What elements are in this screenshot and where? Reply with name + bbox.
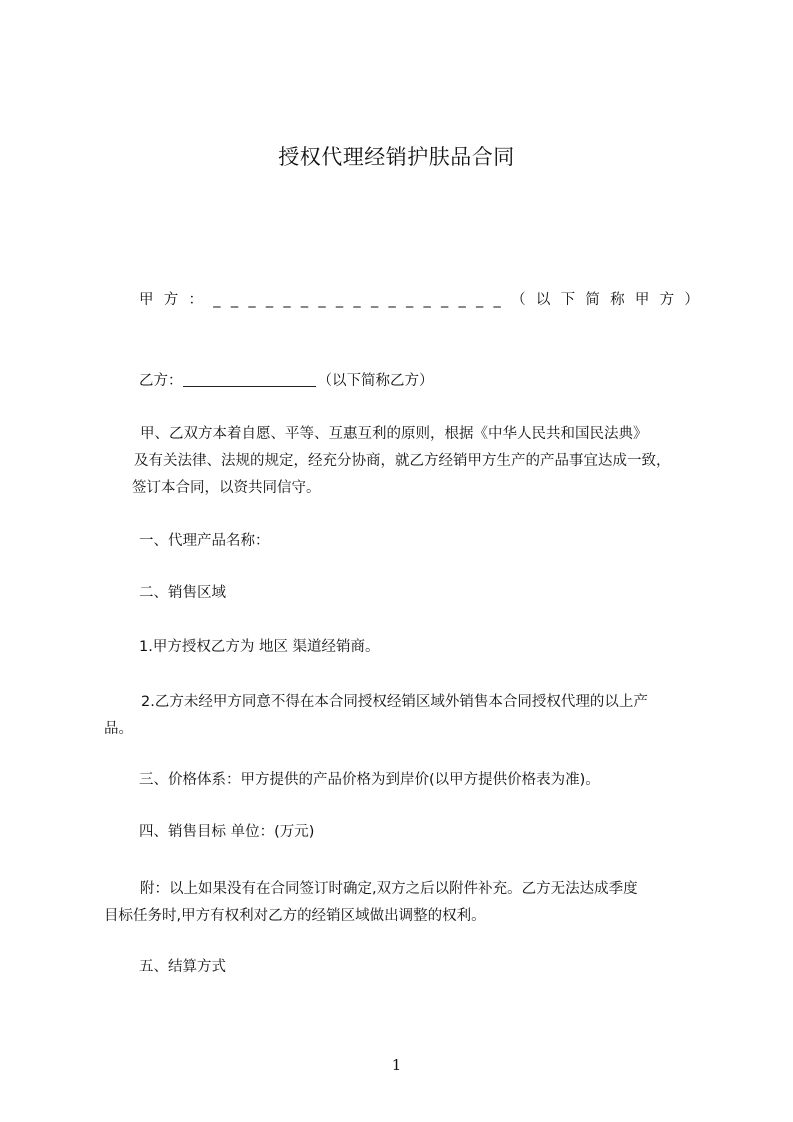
intro-paragraph [104, 421, 704, 502]
party-b-suffix: （以下简称乙方） [317, 373, 434, 389]
party-a-char: 甲 [634, 292, 650, 308]
page-number: 1 [391, 1056, 402, 1074]
party-a-char: 方 [659, 292, 675, 308]
party-a-blank: _ [423, 292, 431, 308]
party-a-blank: _ [265, 292, 274, 308]
party-a-char: 下 [560, 292, 576, 308]
section-1-heading: 一、代理产品名称： [139, 533, 270, 549]
party-a-blank: _ [476, 292, 484, 308]
note-line: 目标任务时,甲方有权利对乙方的经销区域做出调整的权利。 [104, 908, 486, 924]
party-a-blank: _ [248, 292, 256, 308]
section-5-heading: 五、结算方式 [139, 959, 226, 975]
party-a-blank: _ [493, 292, 501, 308]
party-b-blank [183, 371, 316, 387]
party-a-char: 甲 [139, 292, 154, 308]
party-a-char: ： [188, 292, 204, 308]
intro-line: 签订本合同，以资共同信守。 [132, 480, 321, 496]
section-4-heading: 四、销售目标 单位：(万元) [139, 824, 315, 840]
section-2-item-1: 1.甲方授权乙方为 地区 渠道经销商。 [139, 639, 380, 655]
party-a-blank: _ [441, 292, 449, 308]
party-a-blank: _ [230, 292, 239, 308]
note-line: 附：以上如果没有在合同签订时确定,双方之后以附件补充。乙方无法达成季度 [140, 881, 638, 897]
party-a-char: 方 [163, 292, 179, 308]
party-b-label: 乙方： [139, 373, 183, 389]
party-a-char: ） [684, 292, 699, 308]
item-line: 2.乙方未经甲方同意不得在本合同授权经销区域外销售本合同授权代理的以上产 [141, 694, 648, 710]
note-paragraph [104, 876, 704, 930]
section-3-heading: 三、价格体系：甲方提供的产品价格为到岸价(以甲方提供价格表为准)。 [139, 772, 600, 788]
party-a-blank: _ [405, 292, 414, 308]
section-2-heading: 二、销售区域 [139, 585, 226, 601]
party-a-blank: _ [388, 292, 396, 308]
party-a-blank: _ [318, 292, 326, 308]
intro-line: 及有关法律、法规的规定，经充分协商，就乙方经销甲方生产的产品事宜达成一致， [134, 453, 671, 469]
party-a-blank: _ [283, 292, 291, 308]
intro-line: 甲、乙双方本着自愿、平等、互惠互利的原则，根据《中华人民共和国民法典》 [140, 426, 648, 442]
party-a-blank: _ [458, 292, 466, 308]
party-a-blank: _ [353, 292, 361, 308]
party-a-char: 简 [585, 292, 600, 308]
party-a-blank: _ [300, 292, 309, 308]
party-a-line [139, 290, 699, 310]
item-line: 品。 [104, 721, 133, 737]
contract-title: 授权代理经销护肤品合同 [278, 145, 515, 169]
party-a-blank: _ [213, 292, 221, 308]
party-a-blank: _ [335, 292, 344, 308]
party-a-char: 以 [535, 292, 551, 308]
party-a-char: 称 [610, 292, 625, 308]
section-2-item-2 [104, 689, 704, 743]
party-b-line [139, 371, 434, 391]
party-a-char: （ [511, 292, 526, 308]
party-a-blank: _ [370, 292, 379, 308]
